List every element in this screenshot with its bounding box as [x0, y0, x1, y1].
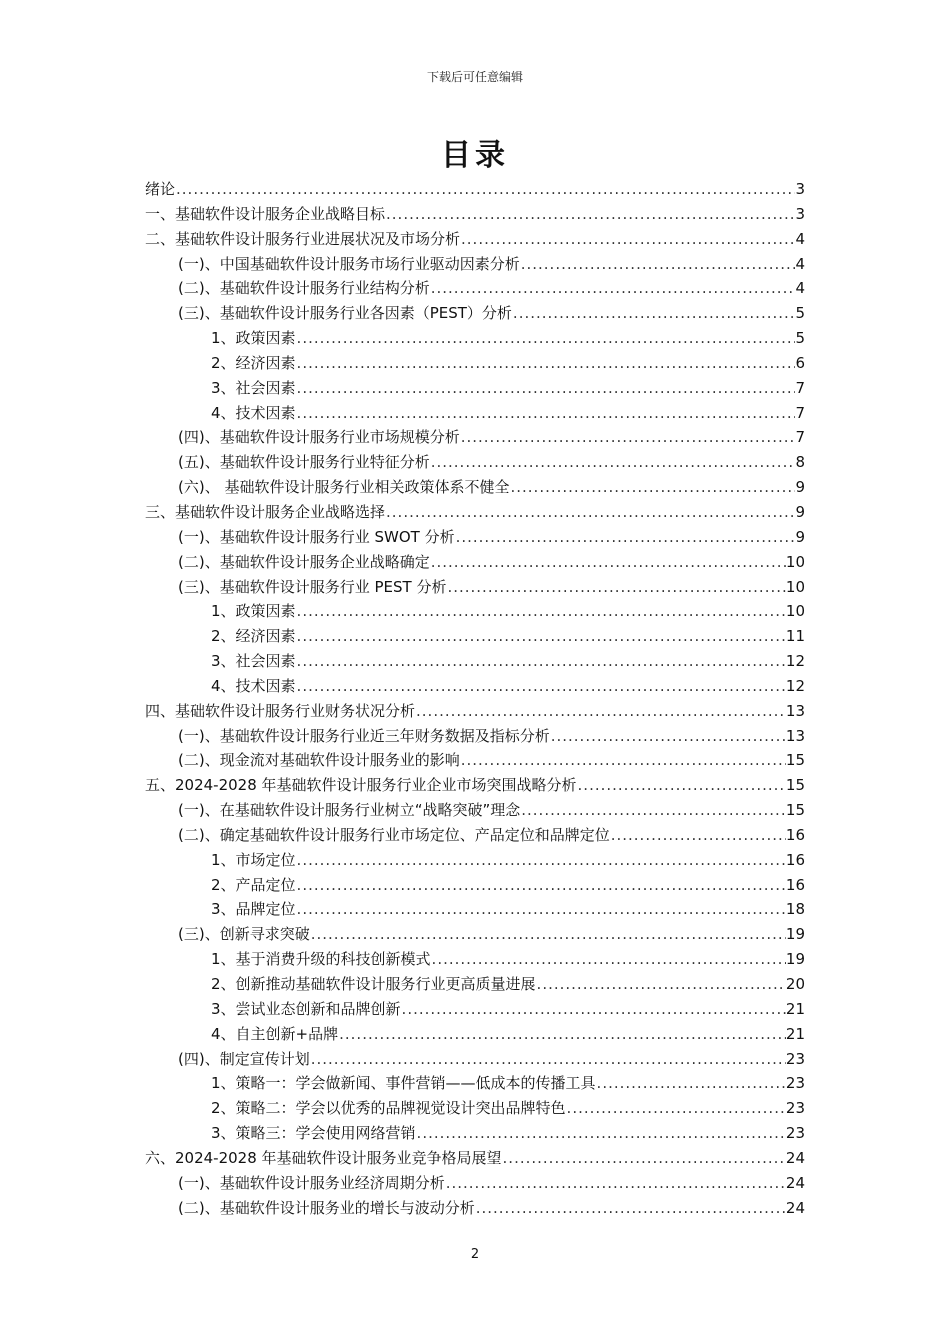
page-title: 目录 [441, 138, 509, 173]
toc-entry-page: 23 [785, 1099, 805, 1118]
toc-entry-title: 1、基于消费升级的科技创新模式 [211, 950, 431, 969]
toc-entry-title: 五、2024-2028 年基础软件设计服务行业企业市场突围战略分析 [145, 776, 577, 795]
toc-entry[interactable] [145, 748, 805, 773]
toc-entry[interactable] [145, 401, 805, 426]
toc-entry-title: (二)、基础软件设计服务企业战略确定 [178, 552, 430, 571]
toc-dot-leader [296, 326, 796, 351]
toc-entry-page: 21 [785, 1024, 805, 1043]
toc-dot-leader [520, 798, 786, 823]
toc-dot-leader [455, 525, 796, 550]
toc-entry[interactable] [145, 873, 805, 898]
toc-entry[interactable] [145, 674, 805, 699]
toc-dot-leader [460, 227, 795, 252]
toc-entry[interactable] [145, 724, 805, 749]
toc-entry-page: 6 [795, 353, 805, 372]
toc-dot-leader [596, 1071, 786, 1096]
toc-entry-page: 15 [785, 751, 805, 770]
toc-entry[interactable] [145, 301, 805, 326]
toc-entry-title: 4、技术因素 [211, 676, 296, 695]
toc-dot-leader [460, 748, 786, 773]
toc-entry-title: (一)、基础软件设计服务行业 SWOT 分析 [178, 527, 455, 546]
toc-dot-leader [550, 724, 786, 749]
toc-dot-leader [610, 823, 786, 848]
toc-entry[interactable] [145, 276, 805, 301]
toc-entry-title: 2、经济因素 [211, 353, 296, 372]
toc-entry-title: (三)、基础软件设计服务行业 PEST 分析 [178, 577, 447, 596]
toc-dot-leader [509, 475, 795, 500]
toc-entry-page: 21 [785, 999, 805, 1018]
toc-entry[interactable] [145, 575, 805, 600]
toc-entry-page: 16 [785, 825, 805, 844]
toc-entry-title: (二)、现金流对基础软件设计服务业的影响 [178, 751, 460, 770]
toc-entry[interactable] [145, 922, 805, 947]
toc-entry-page: 24 [785, 1148, 805, 1167]
toc-entry-title: 3、社会因素 [211, 378, 296, 397]
toc-dot-leader [430, 550, 786, 575]
toc-dot-leader [446, 575, 785, 600]
toc-entry-page: 10 [785, 552, 805, 571]
toc-entry-page: 4 [795, 254, 805, 273]
toc-entry-title: (二)、基础软件设计服务行业结构分析 [178, 279, 430, 298]
toc-entry-page: 5 [795, 304, 805, 323]
toc-entry[interactable] [145, 376, 805, 401]
toc-entry[interactable] [145, 997, 805, 1022]
toc-entry-page: 11 [785, 627, 805, 646]
toc-entry-title: (三)、基础软件设计服务行业各因素（PEST）分析 [178, 304, 512, 323]
toc-entry[interactable] [145, 1171, 805, 1196]
toc-entry[interactable] [145, 972, 805, 997]
toc-entry-title: (一)、基础软件设计服务业经济周期分析 [178, 1173, 445, 1192]
toc-dot-leader [296, 401, 796, 426]
toc-entry[interactable] [145, 550, 805, 575]
toc-entry[interactable] [145, 897, 805, 922]
toc-dot-leader [445, 1171, 786, 1196]
toc-entry[interactable] [145, 252, 805, 277]
toc-dot-leader [460, 425, 796, 450]
toc-entry[interactable] [145, 947, 805, 972]
toc-dot-leader [430, 276, 796, 301]
toc-entry[interactable] [145, 1047, 805, 1072]
toc-entry-page: 23 [785, 1049, 805, 1068]
toc-entry-page: 3 [795, 180, 805, 198]
toc-entry-page: 5 [795, 329, 805, 348]
toc-entry-page: 9 [795, 527, 805, 546]
toc-entry[interactable] [145, 599, 805, 624]
toc-entry-page: 15 [785, 776, 805, 795]
toc-entry-page: 9 [795, 502, 805, 521]
toc-entry[interactable] [145, 699, 805, 724]
toc-dot-leader [296, 848, 786, 873]
toc-entry-page: 10 [785, 602, 805, 621]
toc-entry[interactable] [145, 773, 805, 798]
toc-entry-page: 8 [795, 453, 805, 472]
toc-entry-title: (一)、中国基础软件设计服务市场行业驱动因素分析 [178, 254, 520, 273]
toc-entry-title: 1、策略一：学会做新闻、事件营销——低成本的传播工具 [211, 1074, 596, 1093]
toc-entry-page: 4 [795, 229, 805, 248]
toc-entry-page: 12 [785, 676, 805, 695]
toc-entry-page: 16 [785, 875, 805, 894]
toc-dot-leader [385, 500, 795, 525]
toc-entry-title: 2、产品定位 [211, 875, 296, 894]
toc-entry-page: 4 [795, 279, 805, 298]
toc-dot-leader [416, 1121, 786, 1146]
toc-dot-leader [296, 599, 786, 624]
toc-dot-leader [520, 252, 796, 277]
toc-dot-leader [175, 177, 795, 202]
toc-dot-leader [296, 351, 796, 376]
toc-entry-title: 2、策略二：学会以优秀的品牌视觉设计突出品牌特色 [211, 1099, 566, 1118]
toc-entry-title: 2、经济因素 [211, 627, 296, 646]
toc-entry-page: 13 [785, 726, 805, 745]
toc-entry[interactable] [145, 202, 805, 227]
toc-dot-leader [431, 947, 786, 972]
toc-entry-title: 3、策略三：学会使用网络营销 [211, 1124, 416, 1143]
toc-dot-leader [296, 897, 786, 922]
toc-entry-title: 4、技术因素 [211, 403, 296, 422]
toc-entry-page: 16 [785, 850, 805, 869]
toc-dot-leader [430, 450, 796, 475]
toc-entry-title: 4、自主创新+品牌 [211, 1024, 339, 1043]
toc-dot-leader [502, 1146, 786, 1171]
toc-entry-page: 24 [785, 1173, 805, 1192]
toc-entry-title: 一、基础软件设计服务企业战略目标 [145, 204, 386, 223]
toc-entry[interactable] [145, 649, 805, 674]
toc-entry[interactable] [145, 1121, 805, 1146]
toc-dot-leader [512, 301, 796, 326]
toc-dot-leader [296, 873, 786, 898]
page-header: 下载后可任意编辑 [426, 70, 523, 84]
toc-entry-title: 四、基础软件设计服务行业财务状况分析 [145, 701, 416, 720]
toc-entry[interactable] [145, 500, 805, 525]
toc-entry-title: (四)、基础软件设计服务行业市场规模分析 [178, 428, 460, 447]
toc-entry-title: 六、2024-2028 年基础软件设计服务业竞争格局展望 [145, 1148, 502, 1167]
toc-entry-title: 3、社会因素 [211, 652, 296, 671]
toc-entry-page: 3 [795, 204, 805, 223]
toc-entry[interactable] [145, 475, 805, 500]
toc-entry[interactable] [145, 1196, 805, 1221]
toc-dot-leader [296, 649, 786, 674]
toc-entry-title: 1、政策因素 [211, 329, 296, 348]
toc-dot-leader [536, 972, 786, 997]
toc-entry-page: 24 [785, 1198, 805, 1217]
toc-entry-page: 19 [785, 950, 805, 969]
toc-entry-title: (四)、制定宣传计划 [178, 1049, 310, 1068]
toc-dot-leader [475, 1196, 786, 1221]
toc-dot-leader [310, 1047, 786, 1072]
toc-entry[interactable] [145, 823, 805, 848]
toc-dot-leader [577, 773, 786, 798]
toc-entry[interactable] [145, 1022, 805, 1047]
toc-entry-page: 10 [785, 577, 805, 596]
toc-dot-leader [296, 376, 796, 401]
toc-entry-title: (一)、在基础软件设计服务行业树立“战略突破”理念 [178, 801, 521, 820]
toc-dot-leader [296, 624, 786, 649]
toc-entry-title: 三、基础软件设计服务企业战略选择 [145, 502, 386, 521]
toc-entry[interactable] [145, 624, 805, 649]
toc-dot-leader [566, 1096, 786, 1121]
toc-entry-page: 7 [795, 403, 805, 422]
toc-dot-leader [415, 699, 786, 724]
table-of-contents [145, 177, 805, 1220]
toc-entry-title: 二、基础软件设计服务行业进展状况及市场分析 [145, 229, 461, 248]
toc-entry-title: 绪论 [145, 180, 176, 198]
toc-entry-title: 1、市场定位 [211, 850, 296, 869]
toc-dot-leader [385, 202, 795, 227]
toc-entry-title: (五)、基础软件设计服务行业特征分析 [178, 453, 430, 472]
toc-entry-title: 3、品牌定位 [211, 900, 296, 919]
toc-entry-title: (三)、创新寻求突破 [178, 925, 310, 944]
toc-entry[interactable] [145, 1071, 805, 1096]
toc-entry[interactable] [145, 227, 805, 252]
toc-entry-title: (六)、 基础软件设计服务行业相关政策体系不健全 [178, 478, 510, 497]
toc-entry-title: (二)、基础软件设计服务业的增长与波动分析 [178, 1198, 475, 1217]
toc-entry-title: 2、创新推动基础软件设计服务行业更高质量进展 [211, 975, 536, 993]
toc-entry[interactable] [145, 425, 805, 450]
toc-entry[interactable] [145, 450, 805, 475]
toc-entry-title: (一)、基础软件设计服务行业近三年财务数据及指标分析 [178, 726, 550, 745]
toc-entry-title: 1、政策因素 [211, 602, 296, 621]
toc-entry-page: 12 [785, 652, 805, 671]
toc-dot-leader [296, 674, 786, 699]
toc-entry-page: 18 [785, 900, 805, 919]
toc-dot-leader [338, 1022, 786, 1047]
toc-entry-page: 7 [795, 378, 805, 397]
toc-entry-page: 13 [785, 701, 805, 720]
toc-entry-page: 15 [785, 801, 805, 820]
toc-entry[interactable] [145, 351, 805, 376]
page-number: 2 [470, 1247, 480, 1262]
toc-entry-page: 20 [785, 975, 805, 993]
toc-dot-leader [310, 922, 786, 947]
toc-entry[interactable] [145, 1096, 805, 1121]
toc-entry[interactable] [145, 798, 805, 823]
toc-entry-page: 7 [795, 428, 805, 447]
toc-entry-title: (二)、确定基础软件设计服务行业市场定位、产品定位和品牌定位 [178, 825, 610, 844]
toc-entry-page: 23 [785, 1074, 805, 1093]
toc-entry-title: 3、尝试业态创新和品牌创新 [211, 999, 401, 1018]
toc-entry-page: 9 [795, 478, 805, 497]
toc-entry[interactable] [145, 1146, 805, 1171]
toc-entry[interactable] [145, 326, 805, 351]
toc-entry[interactable] [145, 525, 805, 550]
toc-entry-page: 19 [785, 925, 805, 944]
toc-entry[interactable] [145, 177, 805, 202]
toc-dot-leader [401, 997, 786, 1022]
toc-entry[interactable] [145, 848, 805, 873]
toc-entry-page: 23 [785, 1124, 805, 1143]
